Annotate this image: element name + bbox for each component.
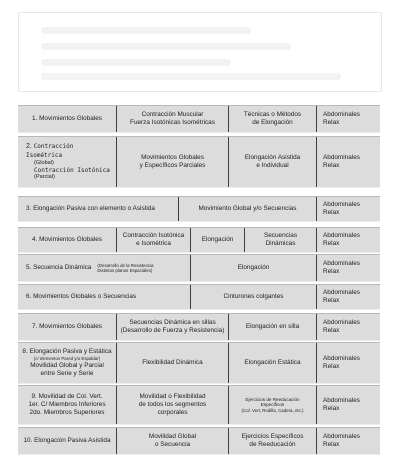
row-5-col-2: Elongación	[190, 255, 316, 281]
faint-text-line	[41, 43, 291, 50]
row-6-col-4: Abdominales Relax	[316, 285, 380, 309]
blank-header-box	[18, 12, 382, 92]
row-10-col-4: Abdominales Relax	[316, 428, 380, 454]
row-9-col-3: Ejercicios de Reeducación Específicos (Col. Vert, Rodilla, Cadera, etc.)	[228, 386, 316, 424]
row-10-col-1: 10. Elongación Pasiva Asistida	[23, 437, 111, 444]
table-row	[18, 254, 380, 281]
row-1-col-4: Abdominales Relax	[316, 106, 380, 132]
table-row	[18, 427, 380, 454]
row-5-col-1: 5. Secuencia Dinámica (Desarrollo de la Resistencia Distintos planos Espaciales)	[26, 262, 154, 273]
row-7-col-4: Abdominales Relax	[316, 314, 380, 340]
row-4-col-1: 4. Movimientos Globales	[32, 236, 102, 243]
row-8-col-4: Abdominales Relax	[316, 343, 380, 383]
row-1-col-2: Contracción Muscular Fuerza Isotónicas Isométricas	[116, 106, 228, 132]
row-4-col-3: Elongación	[190, 228, 244, 252]
row-10-col-3: Ejercicios Específicos de Reeducación	[228, 428, 316, 454]
row-3-col-2: Movimiento Global y/o Secuencias	[178, 197, 316, 221]
row-6-col-1: 6. Movimientos Globales o Secuencias	[26, 293, 137, 300]
row-5-col-4: Abdominales Relax	[316, 255, 380, 281]
row-7-col-3: Elongación en silla	[228, 314, 316, 340]
table-row	[18, 227, 380, 252]
row-10-col-2: Movilidad Global o Secuencia	[116, 428, 228, 454]
table-row	[18, 136, 380, 187]
row-8-col-3: Elongación Estática	[228, 343, 316, 383]
faint-text-line	[41, 73, 341, 80]
row-2-col-1: 2. Contracción Isométrica (Global) Contracción Isotónica (Parcial)	[26, 142, 110, 181]
table-row	[18, 385, 380, 424]
row-9-col-4: Abdominales Relax	[316, 386, 380, 424]
row-8-col-2: Flexibilidad Dinámica	[116, 343, 228, 383]
row-9-col-2: Movilidad o Flexibilidad de todos los segmentos corporales	[116, 386, 228, 424]
row-7-col-1: 7. Movimientos Globales	[32, 323, 102, 330]
row-7-col-2: Secuencias Dinámica en sillas (Desarrollo de Fuerza y Resistencia)	[116, 314, 228, 340]
row-2-col-4: Abdominales Relax	[316, 137, 380, 187]
table-row	[18, 313, 380, 340]
table-row	[18, 284, 380, 309]
row-3-col-4: Abdominales Relax	[316, 197, 380, 221]
row-1-col-3: Técnicas o Métodos de Elongación	[228, 106, 316, 132]
row-2-col-3: Elongación Asistida e Individual	[228, 137, 316, 187]
row-3-col-1: 3. Elongación Pasiva con elemento o Asistida	[26, 205, 155, 212]
row-4-col-2: Contracción Isotónica e Isométrica	[116, 228, 190, 252]
row-4-col-4: Abdominales Relax	[316, 228, 380, 252]
row-4-col-3b: Secuencias Dinámicas	[244, 228, 316, 252]
faint-text-line	[41, 59, 231, 66]
row-6-col-2: Cinturones colgantes	[190, 285, 316, 309]
table-row	[18, 196, 380, 221]
row-8-col-1: 8. Elongación Pasiva y Estática (c/ elementos Pared y/o Espaldar) Movilidad Global y Parcial entre Serie y Serie	[22, 348, 112, 377]
table-row	[18, 105, 380, 132]
row-2-col-2: Movimientos Globales y Específicos Parciales	[116, 137, 228, 187]
row-1-col-1: 1. Movimientos Globales	[32, 115, 102, 122]
table-row	[18, 342, 380, 383]
row-9-col-1: 9. Movilidad de Col. Vert. 1er. C/ Miembros Inferiores 2do. Miembros Superiores	[28, 393, 106, 416]
faint-text-line	[41, 27, 251, 34]
